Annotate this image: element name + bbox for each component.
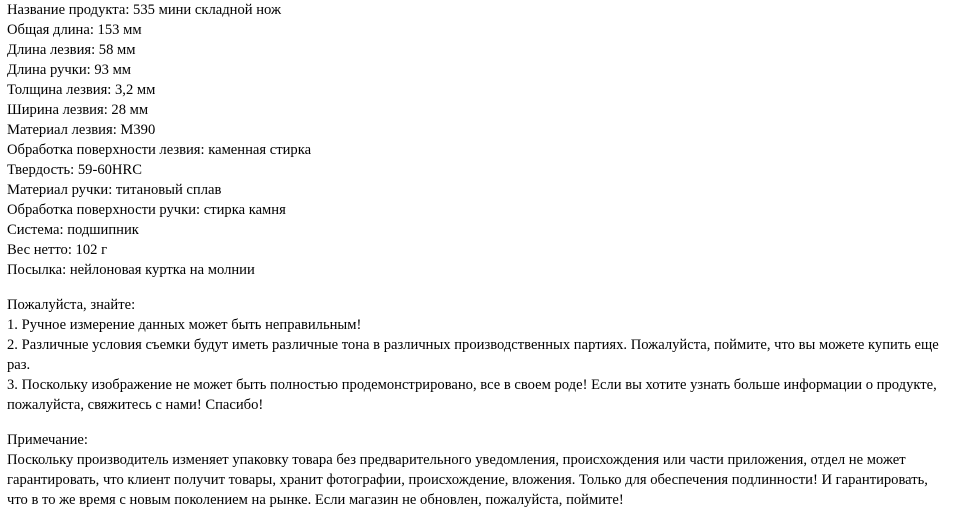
spec-blade-material: Материал лезвия: M390 — [7, 122, 156, 138]
spacer — [7, 415, 947, 430]
spec-blade-width: Ширина лезвия: 28 мм — [7, 102, 149, 118]
notice-section — [7, 295, 947, 415]
spec-blade-finish: Обработка поверхности лезвия: каменная стирка — [7, 142, 312, 158]
spec-product-name: Название продукта: 535 мини складной нож — [7, 2, 282, 18]
spec-net-weight: Вес нетто: 102 г — [7, 242, 108, 258]
spec-list — [7, 0, 947, 280]
spec-blade-length: Длина лезвия: 58 мм — [7, 42, 136, 58]
notice-item-1: 1. Ручное измерение данных может быть неправильным! — [7, 317, 362, 333]
spec-handle-material: Материал ручки: титановый сплав — [7, 182, 222, 198]
spec-hardness: Твердость: 59-60HRC — [7, 162, 142, 178]
spec-total-length: Общая длина: 153 мм — [7, 22, 142, 38]
notice-item-2: 2. Различные условия съемки будут иметь различные тона в различных производственных партиях. Пожалуйста, поймите, что вы можете купить еще раз. — [7, 337, 939, 373]
spec-system: Система: подшипник — [7, 222, 139, 238]
spec-blade-thickness: Толщина лезвия: 3,2 мм — [7, 82, 156, 98]
note-text: Поскольку производитель изменяет упаковку товара без предварительного уведомления, происхождения или части приложения, отдел не может гарантировать, что клиент получит товары, хранит фотографии, происхождение, вложения. Только для обеспечения подлинности! И гарантировать, что в то же время с новым поколением на рынке. Если магазин не обновлен, пожалуйста, поймите! — [7, 452, 928, 508]
spec-handle-finish: Обработка поверхности ручки: стирка камня — [7, 202, 286, 218]
notice-item-3: 3. Поскольку изображение не может быть полностью продемонстрировано, все в своем роде! Если вы хотите узнать больше информации о продукте, пожалуйста, свяжитесь с нами! Спасибо! — [7, 377, 937, 413]
spec-package: Посылка: нейлоновая куртка на молнии — [7, 262, 255, 278]
spacer — [7, 280, 947, 295]
note-heading: Примечание: — [7, 432, 88, 448]
spec-handle-length: Длина ручки: 93 мм — [7, 62, 132, 78]
note-section — [7, 430, 947, 510]
notice-heading: Пожалуйста, знайте: — [7, 297, 136, 313]
